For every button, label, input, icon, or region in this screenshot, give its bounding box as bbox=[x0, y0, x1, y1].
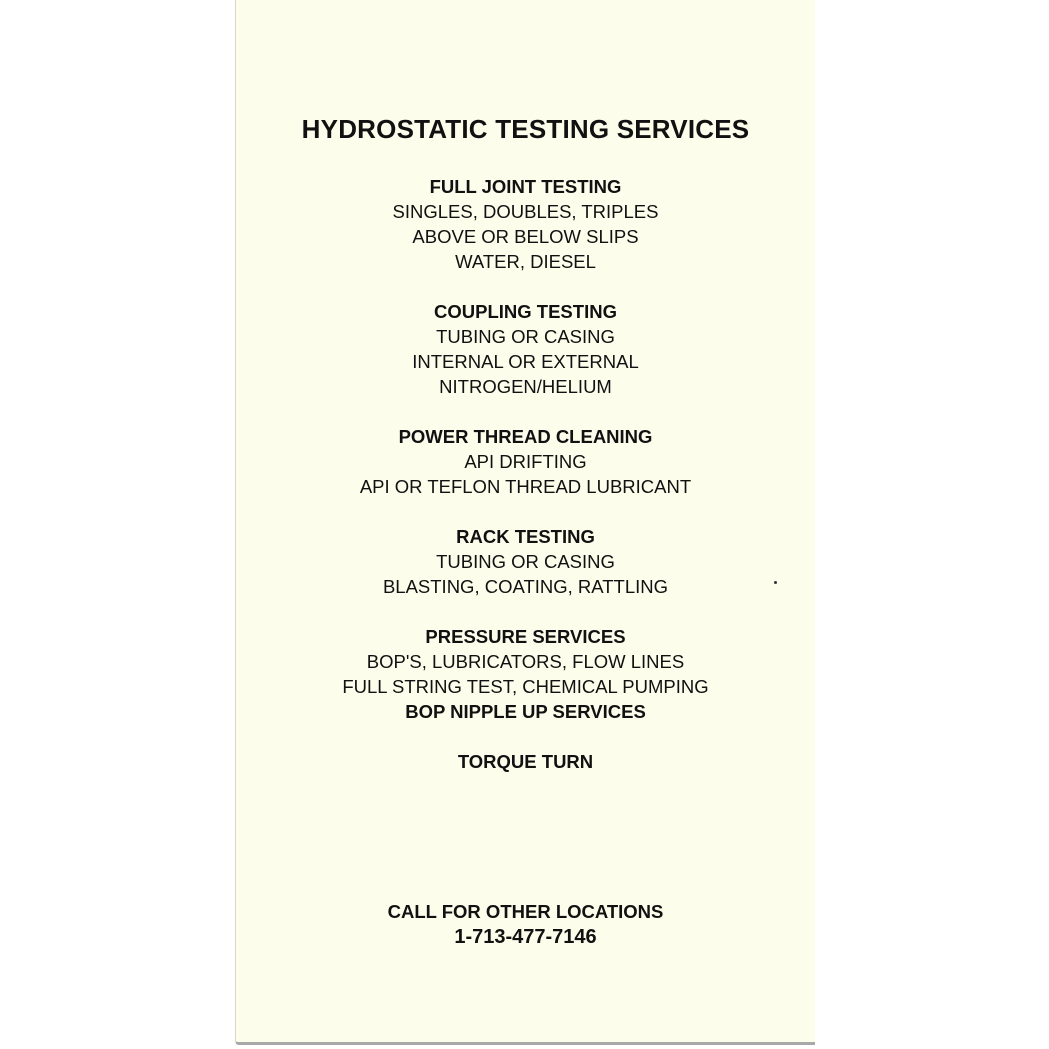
section-line: INTERNAL OR EXTERNAL bbox=[412, 351, 639, 372]
section-line: TUBING OR CASING bbox=[436, 326, 615, 347]
section-line: WATER, DIESEL bbox=[455, 251, 596, 272]
service-section-coupling-testing bbox=[236, 299, 815, 399]
section-line: SINGLES, DOUBLES, TRIPLES bbox=[392, 201, 659, 222]
section-line-bold: BOP NIPPLE UP SERVICES bbox=[405, 701, 646, 722]
section-line: API OR TEFLON THREAD LUBRICANT bbox=[359, 476, 692, 497]
section-line: BLASTING, COATING, RATTLING bbox=[382, 576, 669, 597]
section-line: TUBING OR CASING bbox=[436, 551, 615, 572]
service-section-pressure-services bbox=[236, 624, 815, 724]
section-heading: PRESSURE SERVICES bbox=[425, 626, 626, 647]
card-title: HYDROSTATIC TESTING SERVICES bbox=[301, 114, 750, 144]
contact-phone: 1-713-477-7146 bbox=[454, 926, 597, 948]
section-line: API DRIFTING bbox=[464, 451, 587, 472]
service-card bbox=[235, 0, 815, 1045]
section-heading: RACK TESTING bbox=[456, 526, 595, 547]
contact-label: CALL FOR OTHER LOCATIONS bbox=[387, 901, 664, 922]
contact-block bbox=[236, 899, 815, 950]
service-section-full-joint-testing bbox=[236, 174, 815, 274]
section-heading: TORQUE TURN bbox=[457, 751, 594, 772]
service-section-power-thread-cleaning bbox=[236, 424, 815, 499]
service-section-torque-turn bbox=[236, 749, 815, 774]
service-section-rack-testing bbox=[236, 524, 815, 599]
section-line: BOP'S, LUBRICATORS, FLOW LINES bbox=[366, 651, 685, 672]
services-list bbox=[236, 174, 815, 799]
section-heading: FULL JOINT TESTING bbox=[429, 176, 622, 197]
section-line: NITROGEN/HELIUM bbox=[439, 376, 612, 397]
section-line: ABOVE OR BELOW SLIPS bbox=[412, 226, 639, 247]
paper-speck bbox=[774, 581, 777, 584]
section-line: FULL STRING TEST, CHEMICAL PUMPING bbox=[342, 676, 709, 697]
section-heading: COUPLING TESTING bbox=[434, 301, 617, 322]
section-heading: POWER THREAD CLEANING bbox=[398, 426, 653, 447]
